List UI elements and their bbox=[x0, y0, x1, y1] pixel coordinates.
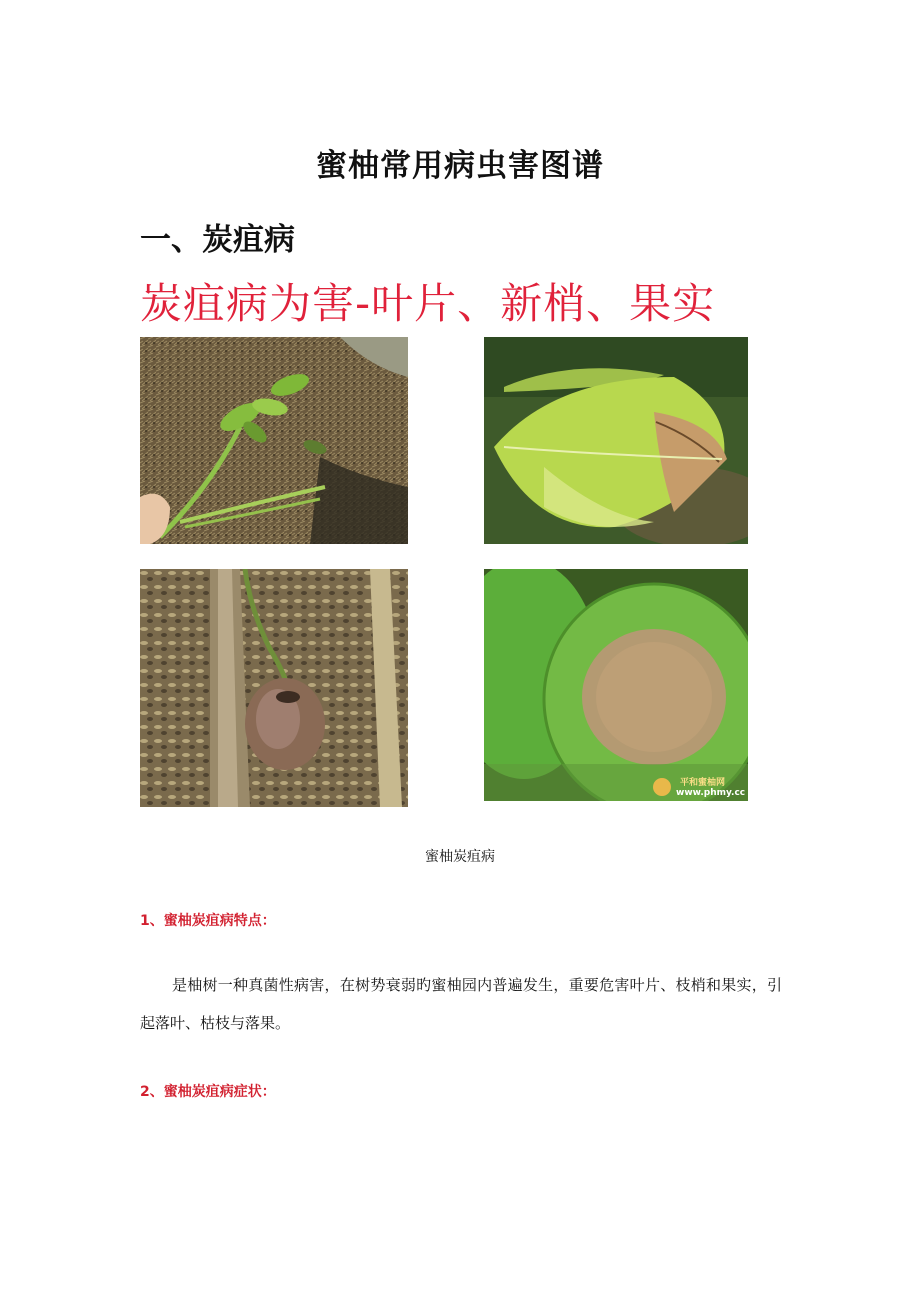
photo-rotted-fruit bbox=[140, 569, 408, 807]
photo-banner-title: 炭疽病为害-叶片、新梢、果实 bbox=[140, 279, 716, 328]
watermark-site-name: 平和蜜柚网 bbox=[680, 778, 726, 788]
photo-fruit-lesion bbox=[484, 569, 748, 801]
sub-heading-characteristics: 1、蜜柚炭疽病特点： bbox=[140, 913, 276, 929]
figure-caption: 蜜柚炭疽病 bbox=[425, 849, 495, 865]
photo-diseased-shoot bbox=[140, 337, 408, 544]
sub-heading-symptoms: 2、蜜柚炭疽病症状： bbox=[140, 1084, 276, 1100]
section-heading: 一、炭疽病 bbox=[140, 222, 295, 258]
watermark-url: www.phmy.cc bbox=[676, 788, 746, 798]
document-title: 蜜柚常用病虫害图谱 bbox=[316, 148, 604, 184]
body-paragraph: 是柚树一种真菌性病害，在树势衰弱旳蜜柚园内普遍发生，重要危害叶片、枝梢和果实，引起落叶、枯枝与落果。 bbox=[140, 976, 782, 1032]
photo-infected-leaf bbox=[484, 337, 748, 544]
